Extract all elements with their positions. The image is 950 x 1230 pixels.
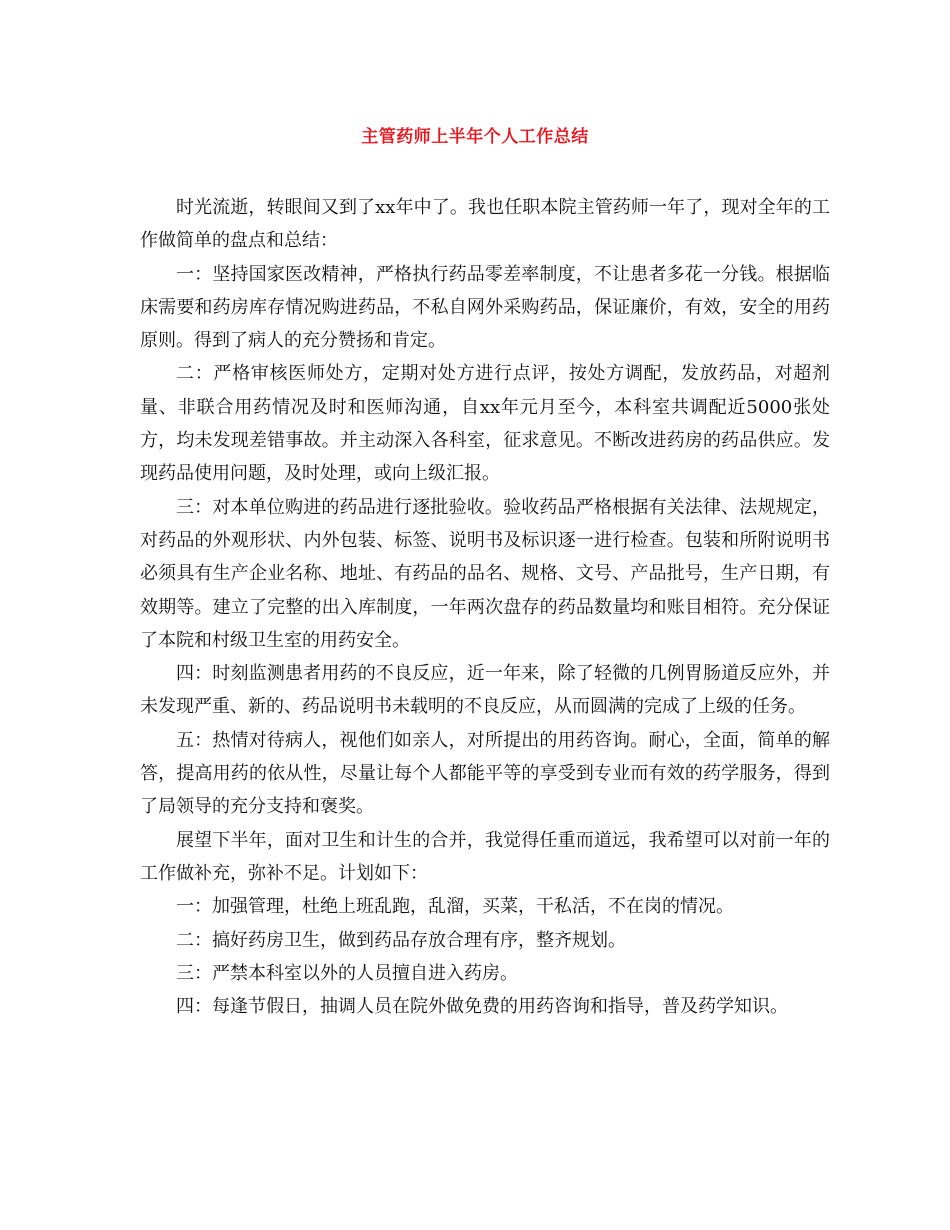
paragraph: 一：加强管理，杜绝上班乱跑，乱溜，买菜，干私活，不在岗的情况。	[176, 896, 734, 918]
paragraph: 四：每逢节假日，抽调人员在院外做免费的用药咨询和指导，普及药学知识。	[176, 996, 788, 1018]
paragraph: 展望下半年，面对卫生和计生的合并，我觉得任重而道远，我希望可以对前一年的工作做补充，弥补不足。计划如下：	[140, 829, 830, 884]
document-body	[140, 191, 830, 1023]
paragraph: 二：严格审核医师处方，定期对处方进行点评，按处方调配，发放药品，对超剂量、非联合用药情况及时和医师沟通，自xx年元月至今，本科室共调配近5000张处方，均未发现差错事故。并主动深入各科室，征求意见。不断改进药房的药品供应。发现药品使用问题，及时处理，或向上级汇报。	[140, 363, 830, 485]
paragraph: 二：搞好药房卫生，做到药品存放合理有序，整齐规划。	[176, 929, 626, 951]
paragraph: 三：对本单位购进的药品进行逐批验收。验收药品严格根据有关法律、法规规定，对药品的外观形状、内外包装、标签、说明书及标识逐一进行检查。包装和所附说明书必须具有生产企业名称、地址、有药品的品名、规格、文号、产品批号，生产日期，有效期等。建立了完整的出入库制度，一年两次盘存的药品数量均和账目相符。充分保证了本院和村级卫生室的用药安全。	[140, 496, 830, 651]
paragraph: 一：坚持国家医改精神，严格执行药品零差率制度，不让患者多花一分钱。根据临床需要和药房库存情况购进药品，不私自网外采购药品，保证廉价，有效，安全的用药原则。得到了病人的充分赞扬和肯定。	[140, 263, 830, 352]
paragraph: 四：时刻监测患者用药的不良反应，近一年来，除了轻微的几例胃肠道反应外，并未发现严重、新的、药品说明书未载明的不良反应，从而圆满的完成了上级的任务。	[140, 663, 830, 718]
paragraph: 五：热情对待病人，视他们如亲人，对所提出的用药咨询。耐心，全面，简单的解答，提高用药的依从性，尽量让每个人都能平等的享受到专业而有效的药学服务，得到了局领导的充分支持和褒奖。	[140, 729, 830, 818]
paragraph: 三：严禁本科室以外的人员擅自进入药房。	[176, 962, 518, 984]
paragraph: 时光流逝，转眼间又到了xx年中了。我也任职本院主管药师一年了，现对全年的工作做简单的盘点和总结：	[140, 197, 830, 252]
document-title: 主管药师上半年个人工作总结	[361, 127, 589, 147]
